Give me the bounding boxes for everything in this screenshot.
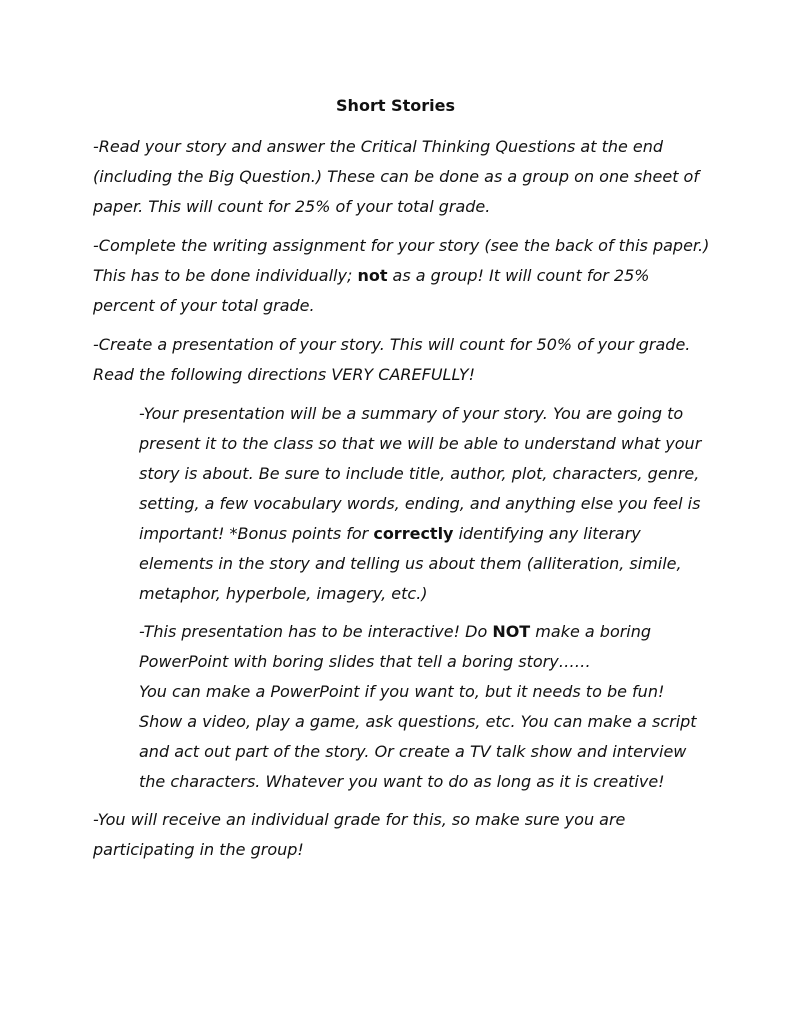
presentation-text: -Create a presentation of your story. This will count for 50% of your grade. Read the following directions VERY CAREFULLY! (93, 335, 691, 384)
grading-paragraph (93, 805, 713, 865)
writing-assignment-text-after: as a group! It will count for 25% percent of your total grade. (93, 266, 650, 315)
summary-directions-paragraph (139, 399, 709, 609)
reading-instructions-text: -Read your story and answer the Critical Thinking Questions at the end (including the Big Question.) These can be done as a group on one sheet of paper. This will count for 25% of your total grade. (93, 137, 699, 216)
reading-instructions-paragraph (93, 132, 713, 222)
presentation-paragraph (93, 330, 713, 390)
interactive-directions-continuation: You can make a PowerPoint if you want to, but it needs to be fun! Show a video, play a game, ask questions, etc. You can make a script and act out part of the story. Or create a TV talk show and interview the characters. Whatever you want to do as long as it is creative! (139, 682, 697, 791)
summary-directions-emphasis: correctly (373, 524, 454, 543)
interactive-directions-emphasis: NOT (492, 622, 531, 641)
summary-directions-text-after: identifying any literary elements in the story and telling us about them (alliteration, simile, metaphor, hyperbole, imagery, etc.) (139, 524, 682, 603)
writing-assignment-text-before: -Complete the writing assignment for your story (see the back of this paper.) This has to be done individually; (93, 236, 710, 285)
writing-assignment-paragraph (93, 231, 713, 321)
document-title: Short Stories (336, 96, 455, 115)
writing-assignment-emphasis: not (357, 266, 388, 285)
interactive-directions-text-before: -This presentation has to be interactive! Do (139, 622, 493, 641)
grading-text: -You will receive an individual grade for this, so make sure you are participating in the group! (93, 810, 626, 859)
interactive-directions-text-after: make a boring PowerPoint with boring slides that tell a boring story…… (139, 622, 652, 671)
summary-directions-text-before: -Your presentation will be a summary of your story. You are going to present it to the class so that we will be able to understand what your story is about. Be sure to include title, author, plot, characters, genre, setting, a few vocabulary words, ending, and anything else you feel is important! *Bonus points for (139, 404, 702, 543)
interactive-directions-paragraph (139, 617, 709, 797)
